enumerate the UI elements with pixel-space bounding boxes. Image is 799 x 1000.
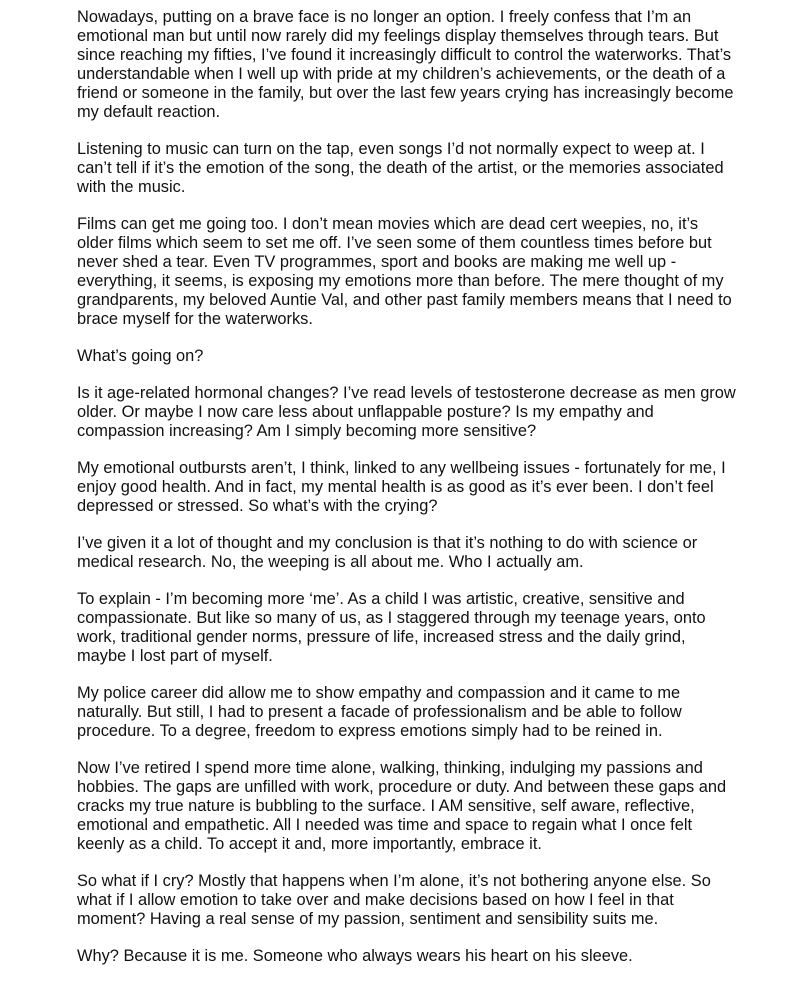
paragraph: So what if I cry? Mostly that happens when I’m alone, it’s not bothering anyone else. So what if I allow emotion to take over and make decisions based on how I feel in that moment? Having a real sense of my passion, sentiment and sensibility suits me.	[77, 872, 711, 928]
paragraph: Listening to music can turn on the tap, even songs I’d not normally expect to weep at. I can’t tell if it’s the emotion of the song, the death of the artist, or the memories associated with the music.	[77, 140, 724, 196]
paragraph: Now I’ve retired I spend more time alone, walking, thinking, indulging my passions and hobbies. The gaps are unfilled with work, procedure or duty. And between these gaps and cracks my true nature is bubbling to the surface. I AM sensitive, self aware, reflective, emotional and empathetic. All I needed was time and space to regain what I once felt keenly as a child. To accept it and, more importantly, embrace it.	[77, 759, 727, 853]
paragraph: Why? Because it is me. Someone who always wears his heart on his sleeve.	[77, 947, 633, 965]
paragraph: What’s going on?	[77, 347, 204, 365]
paragraph: My police career did allow me to show empathy and compassion and it came to me naturally. But still, I had to present a facade of professionalism and be able to follow procedure. To a degree, freedom to express emotions simply had to be reined in.	[77, 684, 682, 740]
paragraph: I’ve given it a lot of thought and my conclusion is that it’s nothing to do with science or medical research. No, the weeping is all about me. Who I actually am.	[77, 534, 698, 571]
paragraph: Nowadays, putting on a brave face is no longer an option. I freely confess that I’m an emotional man but until now rarely did my feelings display themselves through tears. But since reaching my fifties, I’ve found it increasingly difficult to control the waterworks. That’s understandable when I well up with pride at my children’s achievements, or the death of a friend or someone in the family, but over the last few years crying has increasingly become my default reaction.	[77, 8, 734, 121]
paragraph: To explain - I’m becoming more ‘me’. As a child I was artistic, creative, sensitive and compassionate. But like so many of us, as I staggered through my teenage years, onto work, traditional gender norms, pressure of life, increased stress and the daily grind, maybe I lost part of myself.	[77, 590, 706, 665]
document-body	[77, 8, 737, 984]
paragraph: My emotional outbursts aren’t, I think, linked to any wellbeing issues - fortunately for me, I enjoy good health. And in fact, my mental health is as good as it’s ever been. I don’t feel depressed or stressed. So what’s with the crying?	[77, 459, 726, 515]
paragraph: Films can get me going too. I don’t mean movies which are dead cert weepies, no, it’s older films which seem to set me off. I’ve seen some of them countless times before but never shed a tear. Even TV programmes, sport and books are making me well up - everything, it seems, is exposing my emotions more than before. The mere thought of my grandparents, my beloved Auntie Val, and other past family members means that I need to brace myself for the waterworks.	[77, 215, 732, 328]
paragraph: Is it age-related hormonal changes? I’ve read levels of testosterone decrease as men grow older. Or maybe I now care less about unflappable posture? Is my empathy and compassion increasing? Am I simply becoming more sensitive?	[77, 384, 736, 440]
